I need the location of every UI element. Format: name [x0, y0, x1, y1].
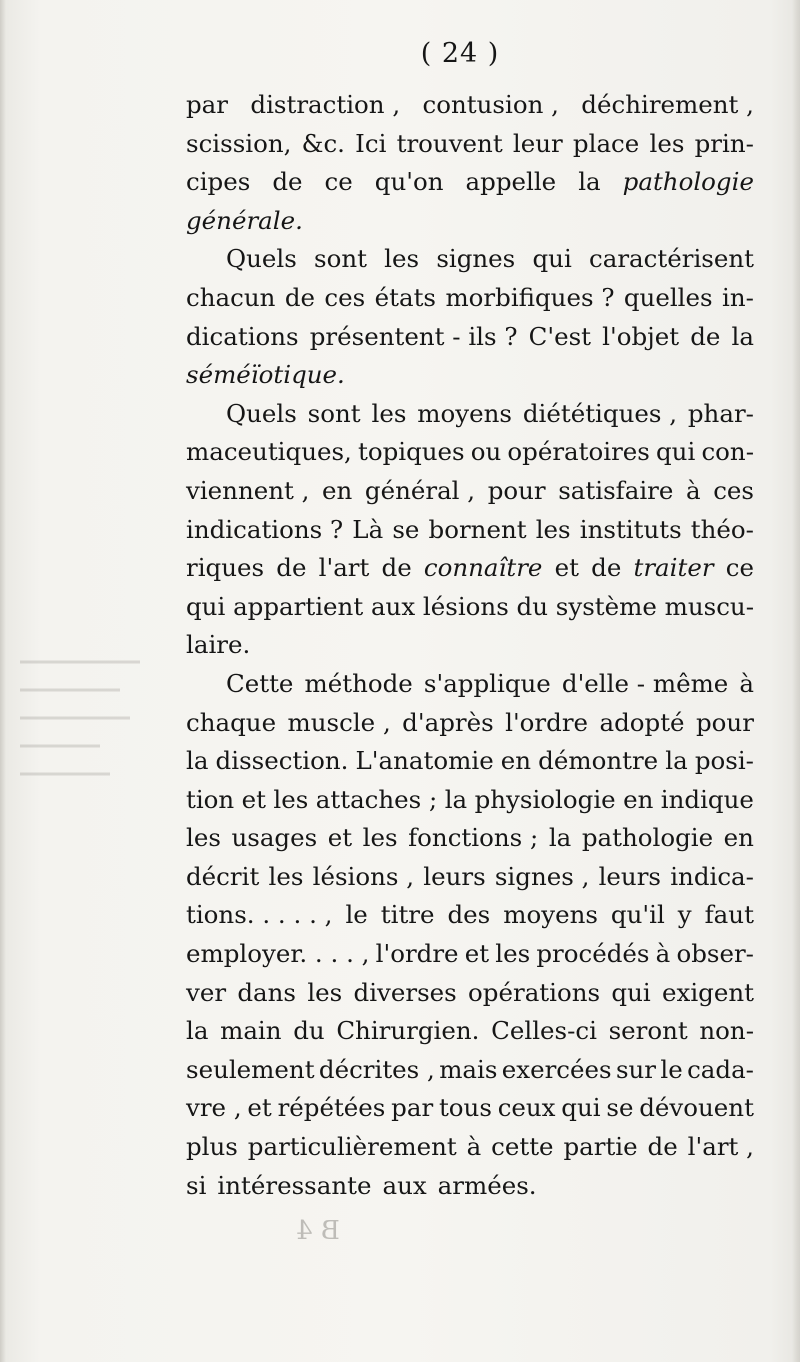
word: qui	[561, 1093, 601, 1123]
word: ce	[324, 167, 353, 197]
word: usages	[231, 823, 318, 853]
signature-mark: B 4	[296, 1216, 340, 1246]
word: trouvent	[396, 128, 503, 158]
word: armées.	[437, 1170, 537, 1200]
word: cette	[491, 1132, 554, 1162]
word: indique	[660, 784, 754, 814]
text-line	[186, 781, 754, 820]
word: C'est	[528, 321, 592, 351]
word: déchirement ,	[581, 90, 754, 119]
word: ce	[725, 553, 754, 583]
word: diététiques ,	[522, 398, 677, 428]
text-line	[186, 626, 754, 665]
word: les	[186, 823, 221, 853]
word: les	[371, 398, 407, 428]
word: du	[293, 1016, 325, 1046]
word: générale.	[186, 205, 303, 235]
word: partie	[563, 1132, 638, 1162]
word: non-	[699, 1016, 754, 1046]
word: l'art ,	[687, 1132, 754, 1162]
word: dications	[186, 321, 299, 351]
word: tion	[186, 784, 235, 814]
word: procédés	[536, 939, 650, 969]
text-line	[186, 858, 754, 897]
word: diverses	[353, 977, 457, 1007]
word: posi-	[694, 746, 754, 776]
word: général ,	[364, 475, 476, 505]
word: de	[690, 321, 721, 351]
word: de	[284, 282, 315, 312]
word: physiologie	[474, 784, 616, 814]
word: y	[677, 900, 692, 930]
word: caractérisent	[589, 244, 754, 274]
word: connaître	[423, 553, 543, 583]
word: d'elle - même	[561, 668, 729, 698]
word: leurs	[598, 861, 661, 891]
word: bornent	[428, 514, 527, 544]
word: signes	[436, 244, 516, 274]
word: cipes	[186, 167, 251, 197]
word: sont	[314, 244, 367, 274]
word: appartient	[233, 591, 364, 621]
word: qui	[186, 591, 226, 621]
word: système	[555, 591, 657, 621]
word: de	[272, 167, 303, 197]
word: décrites ,	[318, 1054, 435, 1084]
word: d'après	[402, 707, 494, 737]
word: traiter	[633, 553, 714, 583]
body-text	[186, 86, 754, 1205]
word: les	[495, 939, 531, 969]
word: du	[516, 591, 549, 621]
word: la	[578, 167, 601, 197]
word: laire.	[186, 630, 251, 660]
text-line	[186, 472, 754, 511]
word: intéressante	[217, 1170, 372, 1200]
word: et	[464, 939, 490, 969]
word: ou	[470, 437, 502, 467]
text-line	[186, 1051, 754, 1090]
word: et	[554, 553, 579, 583]
text-line	[186, 1089, 754, 1128]
word: s'applique	[423, 668, 551, 698]
word: L'anatomie	[355, 746, 494, 776]
word: quelles	[623, 282, 713, 312]
word: indications ?	[186, 514, 344, 544]
word: aux	[382, 1170, 427, 1200]
word: l'ordre	[375, 939, 459, 969]
text-line	[186, 163, 754, 202]
word: topiques	[357, 437, 465, 467]
word: opérations	[468, 977, 601, 1007]
word: opératoires	[507, 437, 650, 467]
word: leur	[512, 128, 563, 158]
word: fonctions ;	[408, 823, 539, 853]
text-line	[186, 1012, 754, 1051]
word: sur	[615, 1054, 657, 1084]
text-line	[186, 511, 754, 550]
word: Là	[352, 514, 384, 544]
text-line	[186, 202, 754, 241]
word: phar-	[687, 398, 754, 428]
word: les	[384, 244, 420, 274]
word: pour	[487, 475, 546, 505]
word: de	[276, 553, 307, 583]
word: chaque	[186, 707, 277, 737]
word: signes ,	[494, 861, 590, 891]
word: pour	[696, 707, 754, 737]
word: en	[322, 475, 353, 505]
word: qui	[611, 977, 651, 1007]
word: démontre	[538, 746, 659, 776]
text-line	[186, 356, 754, 395]
word: à	[685, 475, 701, 505]
word: se	[606, 1093, 634, 1123]
word: de	[591, 553, 622, 583]
show-through-mark	[10, 650, 150, 800]
word: con-	[701, 437, 754, 467]
word: cada-	[687, 1054, 754, 1084]
word: mais	[439, 1054, 498, 1084]
word: tous	[438, 1093, 492, 1123]
text-line	[186, 974, 754, 1013]
word: de	[647, 1132, 678, 1162]
text-line	[186, 742, 754, 781]
word: maceutiques,	[186, 437, 352, 467]
word: aux	[370, 591, 416, 621]
word: les	[362, 823, 398, 853]
word: l'art	[318, 553, 370, 583]
word: la	[731, 321, 754, 351]
word: moyens	[503, 900, 598, 930]
text-line	[186, 125, 754, 164]
word: muscle ,	[287, 707, 391, 737]
text-line	[186, 86, 754, 125]
word: &c.	[301, 128, 345, 158]
word: séméïotique.	[186, 360, 345, 390]
text-line	[186, 279, 754, 318]
word: place	[572, 128, 640, 158]
word: par	[391, 1093, 434, 1123]
text-line	[186, 318, 754, 357]
word: faut	[704, 900, 754, 930]
word: le	[660, 1054, 683, 1084]
word: Cette	[226, 668, 294, 698]
word: et	[327, 823, 353, 853]
word: instituts	[579, 514, 682, 544]
word: moyens	[417, 398, 512, 428]
text-line	[186, 665, 754, 704]
word: particulièrement	[247, 1132, 457, 1162]
word: lésions ,	[312, 861, 415, 891]
word: Chirurgien.	[336, 1016, 480, 1046]
word: les	[307, 977, 343, 1007]
word: se	[392, 514, 420, 544]
word: adopté	[599, 707, 685, 737]
word: la	[665, 746, 688, 776]
word: exercées	[501, 1054, 612, 1084]
word: indica-	[670, 861, 754, 891]
word: tions. . . . . ,	[186, 900, 333, 930]
word: en	[623, 784, 654, 814]
word: muscu-	[664, 591, 754, 621]
word: la	[444, 784, 468, 814]
word: ces	[324, 282, 366, 312]
word: la	[548, 823, 572, 853]
word: distraction ,	[250, 90, 401, 119]
word: et	[241, 784, 266, 814]
word: Quels	[226, 244, 297, 274]
word: titre	[380, 900, 435, 930]
word: satisfaire	[558, 475, 674, 505]
word: ver	[186, 977, 227, 1007]
word: ces	[713, 475, 754, 505]
word: les	[268, 861, 304, 891]
word: qu'on	[374, 167, 444, 197]
word: pathologie	[581, 823, 714, 853]
text-line	[186, 1128, 754, 1167]
word: les	[649, 128, 685, 158]
text-line	[186, 819, 754, 858]
word: main	[220, 1016, 282, 1046]
word: la	[186, 1016, 209, 1046]
word: de	[381, 553, 412, 583]
text-line	[186, 395, 754, 434]
word: et	[247, 1093, 272, 1123]
word: seulement	[186, 1054, 315, 1084]
word: dévouent	[639, 1093, 754, 1123]
word: lésions	[422, 591, 509, 621]
word: pathologie	[622, 167, 754, 197]
word: dissection.	[215, 746, 349, 776]
word: si	[186, 1170, 207, 1200]
word: morbifiques ?	[445, 282, 615, 312]
word: plus	[186, 1132, 238, 1162]
word: qui	[656, 437, 696, 467]
word: le	[345, 900, 368, 930]
word: contusion ,	[422, 90, 559, 119]
word: in-	[722, 282, 754, 312]
word: des	[447, 900, 491, 930]
text-line	[186, 588, 754, 627]
word: à	[655, 939, 671, 969]
page-edge-right	[792, 0, 800, 1362]
word: méthode	[304, 668, 413, 698]
word: à	[466, 1132, 482, 1162]
text-line	[186, 549, 754, 588]
word: chacun	[186, 282, 276, 312]
page-number: ( 24 )	[420, 38, 500, 69]
word: prin-	[694, 128, 754, 158]
word: à	[739, 668, 754, 698]
word: scission,	[186, 128, 292, 158]
word: Ici	[355, 128, 387, 158]
word: l'ordre	[505, 707, 589, 737]
word: en	[500, 746, 532, 776]
word: Quels	[226, 398, 297, 428]
word: états	[374, 282, 437, 312]
word: employer. . . . ,	[186, 939, 370, 969]
word: appelle	[465, 167, 557, 197]
word: théo-	[690, 514, 754, 544]
word: exigent	[662, 977, 754, 1007]
word: viennent ,	[186, 475, 310, 505]
word: seront	[608, 1016, 688, 1046]
text-line	[186, 1167, 754, 1206]
word: obser-	[676, 939, 754, 969]
text-line	[186, 935, 754, 974]
word: sont	[307, 398, 361, 428]
word: dans	[237, 977, 297, 1007]
word: leurs	[423, 861, 486, 891]
word: présentent - ils ?	[309, 321, 518, 351]
word: qu'il	[610, 900, 665, 930]
word: Celles-ci	[491, 1016, 597, 1046]
word: qui	[532, 244, 572, 274]
word: en	[723, 823, 754, 853]
word: les	[273, 784, 309, 814]
word: attaches ;	[315, 784, 438, 814]
word: vre ,	[186, 1093, 242, 1123]
word: répétées	[277, 1093, 386, 1123]
word: la	[186, 746, 209, 776]
text-line	[186, 704, 754, 743]
word: ceux	[497, 1093, 556, 1123]
word: par	[186, 90, 229, 119]
word: décrit	[186, 861, 260, 891]
word: riques	[186, 553, 265, 583]
text-line	[186, 240, 754, 279]
word: les	[535, 514, 571, 544]
word: l'objet	[602, 321, 680, 351]
page-edge-left	[0, 0, 6, 1362]
text-line	[186, 896, 754, 935]
text-line	[186, 433, 754, 472]
